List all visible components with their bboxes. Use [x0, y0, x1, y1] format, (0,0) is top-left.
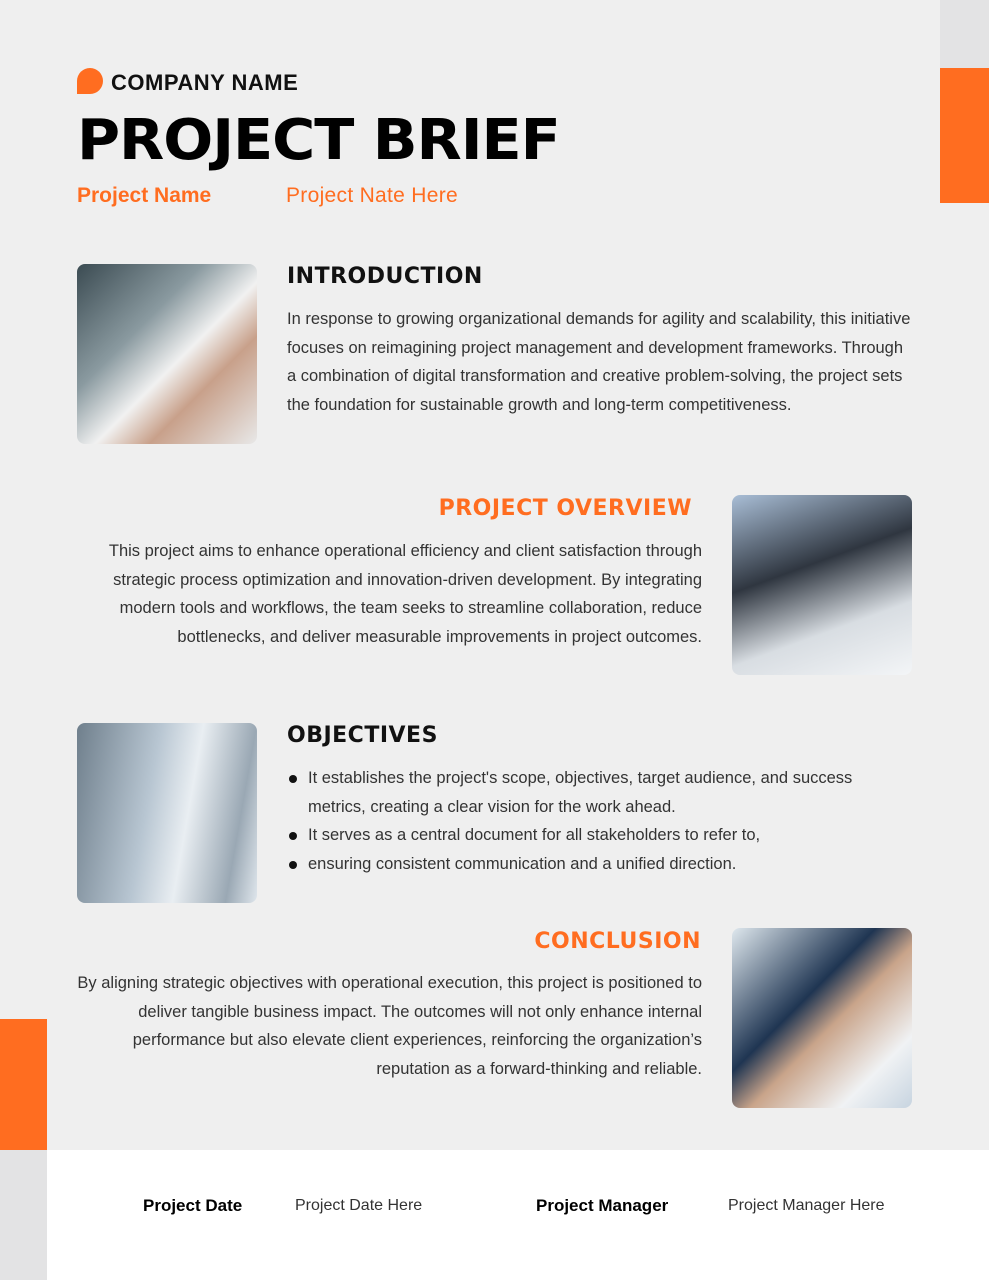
objective-item: It establishes the project's scope, objectives, target audience, and success metrics, creating a clear vision for the work ahead.	[287, 764, 887, 821]
conclusion-text: By aligning strategic objectives with operational execution, this project is positioned to deliver tangible business impact. The outcomes will not only enhance internal performance but also elevate client experiences, reinforcing the organization’s reputation as a forward-thinking and reliable.	[77, 974, 702, 1078]
objectives-photo	[77, 723, 257, 903]
decor-strip	[940, 0, 989, 68]
project-name-value: Project Nate Here	[286, 184, 459, 207]
project-manager-value: Project Manager Here	[728, 1197, 885, 1214]
decor-strip-accent	[940, 68, 989, 203]
decor-strip-accent	[0, 1019, 47, 1150]
company-name: COMPANY NAME	[111, 70, 299, 95]
conclusion-photo	[732, 928, 912, 1108]
project-manager-label: Project Manager	[536, 1196, 669, 1215]
introduction-photo	[77, 264, 257, 444]
project-date-value: Project Date Here	[295, 1197, 423, 1214]
company-logo-icon	[77, 68, 103, 94]
project-name-label: Project Name	[77, 184, 212, 207]
overview-text: This project aims to enhance operational efficiency and client satisfaction through strategic process optimization and innovation-driven development. By integrating modern tools and workflows, the team seeks to streamline collaboration, reduce bottlenecks, and deliver measurable improvements in project outcomes.	[108, 542, 702, 646]
overview-heading: PROJECT OVERVIEW	[438, 496, 692, 521]
introduction-text: In response to growing organizational demands for agility and scalability, this initiative focuses on reimagining project management and development frameworks. Through a combination of digital transformation and creative problem-solving, the project sets the foundation for sustainable growth and long-term competitiveness.	[287, 310, 911, 414]
objective-item: It serves as a central document for all stakeholders to refer to,	[287, 821, 887, 850]
page-title: PROJECT BRIEF	[77, 108, 560, 173]
introduction-heading: INTRODUCTION	[287, 264, 483, 289]
objective-item: ensuring consistent communication and a unified direction.	[287, 850, 887, 879]
decor-strip	[0, 1150, 47, 1280]
objectives-heading: OBJECTIVES	[287, 723, 438, 748]
overview-photo	[732, 495, 912, 675]
conclusion-heading: CONCLUSION	[534, 929, 701, 954]
objectives-list	[287, 764, 887, 878]
project-date-label: Project Date	[143, 1196, 243, 1215]
